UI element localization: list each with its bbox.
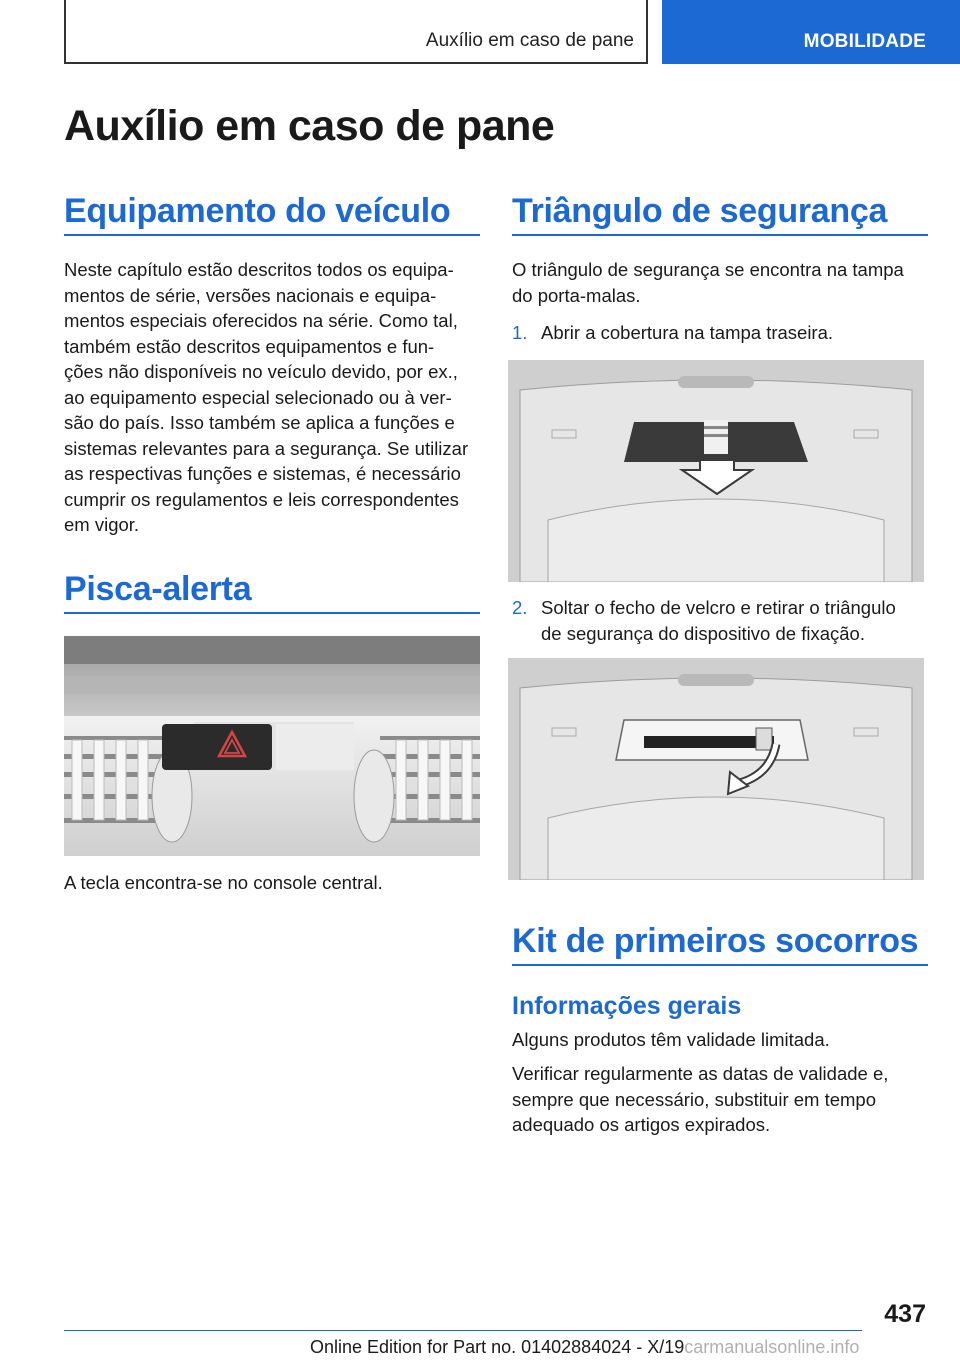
heading-primeiros-socorros: Kit de primeiros socorros xyxy=(512,922,919,960)
text-line: Neste capítulo estão descritos todos os equipa- xyxy=(64,259,454,280)
triangle-holder-illustration xyxy=(508,658,924,880)
header-section-title: Auxílio em caso de pane xyxy=(425,30,634,51)
firstaid-para-1: Alguns produtos têm validade limitada. xyxy=(512,1029,830,1050)
text-line: são do país. Isso também se aplica a funções e xyxy=(64,412,455,433)
firstaid-para-2 xyxy=(512,1061,932,1138)
tailgate-cover-image xyxy=(508,360,924,582)
step-text: Abrir a cobertura na tampa traseira. xyxy=(541,322,834,343)
heading-rule xyxy=(512,234,928,236)
heading-rule xyxy=(64,234,480,236)
text-line: adequado os artigos expirados. xyxy=(512,1114,771,1135)
footer-edition xyxy=(310,1337,859,1358)
text-line: de segurança do dispositivo de fixação. xyxy=(541,622,865,644)
text-line: ao equipamento especial selecionado ou à ver- xyxy=(64,386,452,408)
text-line: em vigor. xyxy=(64,514,140,535)
subheading-informacoes-gerais: Informações gerais xyxy=(512,992,742,1020)
step-2 xyxy=(512,595,932,647)
step-1 xyxy=(512,320,932,346)
edition-text: Online Edition for Part no. 01402884024 - X/19 xyxy=(310,1337,685,1357)
text-line: Soltar o fecho de velcro e retirar o triângulo xyxy=(541,597,896,618)
step-number: 1. xyxy=(512,322,528,343)
heading-equipamento: Equipamento do veículo xyxy=(64,192,451,230)
text-line: O triângulo de segurança se encontra na tampa xyxy=(512,259,904,280)
heading-rule xyxy=(512,964,928,966)
page-number: 437 xyxy=(884,1300,926,1328)
heading-triangulo: Triângulo de segurança xyxy=(512,192,888,230)
hazard-switch-illustration xyxy=(64,636,480,856)
step-text xyxy=(541,595,932,646)
text-line: mentos de série, versões nacionais e equipa- xyxy=(64,284,437,306)
text-line: mentos especiais oferecidos na série. Como tal, xyxy=(64,310,458,331)
watermark-text: carmanualsonline.info xyxy=(684,1337,860,1357)
heading-pisca-alerta: Pisca-alerta xyxy=(64,570,252,608)
heading-rule xyxy=(64,612,480,614)
step-number: 2. xyxy=(512,597,528,618)
header-chapter-tab[interactable] xyxy=(662,0,960,64)
text-line: sempre que necessário, substituir em tempo xyxy=(512,1088,877,1110)
header-chapter-label: MOBILIDADE xyxy=(803,31,926,52)
equip-paragraph xyxy=(64,257,484,538)
triangle-intro xyxy=(512,257,932,308)
text-line: cumprir os regulamentos e leis correspondentes xyxy=(64,488,459,510)
text-line: sistemas relevantes para a segurança. Se utilizar xyxy=(64,437,469,459)
page-title: Auxílio em caso de pane xyxy=(64,102,555,150)
text-line: Verificar regularmente as datas de validade e, xyxy=(512,1063,889,1084)
hazard-caption: A tecla encontra-se no console central. xyxy=(64,872,383,893)
triangle-holder-image xyxy=(508,658,924,880)
text-line: também estão descritos equipamentos e fun- xyxy=(64,335,435,357)
text-line: ções não disponíveis no veículo devido, por ex., xyxy=(64,361,458,382)
text-line: do porta-malas. xyxy=(512,284,641,306)
hazard-switch-image xyxy=(64,636,480,856)
footer-rule xyxy=(64,1330,862,1331)
text-line: as respectivas funções e sistemas, é necessário xyxy=(64,463,461,484)
tailgate-cover-illustration xyxy=(508,360,924,582)
